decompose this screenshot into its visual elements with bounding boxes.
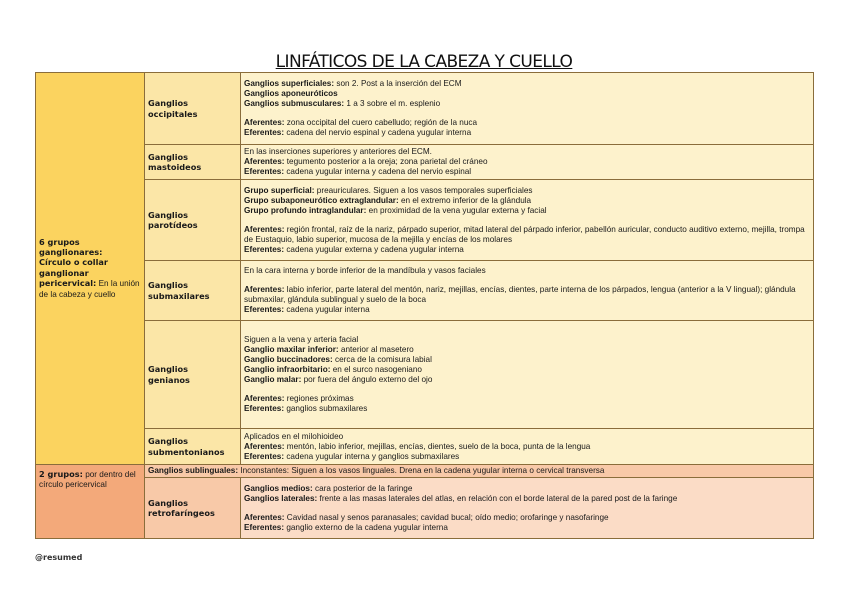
lymph-table: [35, 72, 814, 539]
table-row: [36, 429, 814, 465]
group1-bold: pericervical:: [39, 277, 97, 288]
group2-cell: [36, 465, 145, 539]
parotideos-name: Ganglios parotídeos: [145, 180, 241, 261]
retrofaringeos-desc: Ganglios medios: cara posterior de la faringe Ganglios laterales: frente a las masas laterales del atlas, en relación con el borde lateral de la pared post de la faringe Aferentes: Cavidad nasal y senos paranasales; cavidad bucal; oído medio; orofaringe y nasofaringe Eferentes: ganglio externo de la cadena yugular interna: [241, 478, 814, 539]
table-row: [36, 180, 814, 261]
submentonianos-desc: Aplicados en el milohioideo Aferentes: mentón, labio inferior, mejillas, encías, dientes, suelo de la boca, punta de la lengua Eferentes: cadena yugular interna y ganglios submaxilares: [241, 429, 814, 465]
group2-text: por dentro del círculo pericervical: [39, 470, 136, 489]
group1-line: 6 grupos: [39, 236, 80, 247]
table-row: [36, 145, 814, 180]
mastoideos-name: Ganglios mastoideos: [145, 145, 241, 180]
table-row: [36, 261, 814, 321]
table-row: [36, 321, 814, 429]
mastoideos-desc: En las inserciones superiores y anteriores del ECM. Aferentes: tegumento posterior a la oreja; zona parietal del cráneo Eferentes: cadena yugular interna y cadena del nervio espinal: [241, 145, 814, 180]
submentonianos-name: Ganglios submentonianos: [145, 429, 241, 465]
group2-bold: 2 grupos:: [39, 469, 83, 479]
genianos-name: Ganglios genianos: [145, 321, 241, 429]
footer-credit: @resumed: [35, 553, 83, 562]
table-row: [36, 465, 814, 478]
retrofaringeos-name: Ganglios retrofaríngeos: [145, 478, 241, 539]
group1-line: ganglionar: [39, 267, 89, 278]
sublinguales-cell: Ganglios sublinguales: Inconstantes: Siguen a los vasos linguales. Drena en la cadena yugular interna o cervical transversa: [145, 465, 814, 478]
table-row: [36, 73, 814, 145]
occipitales-name: Ganglios occipitales: [145, 73, 241, 145]
submaxilares-desc: En la cara interna y borde inferior de la mandíbula y vasos faciales Aferentes: labio inferior, parte lateral del mentón, nariz, mejillas, encías, dientes, parte interna de los párpados, lengua (anterior a la V lingual); glándula submaxilar, glándula sublingual y suelo de la boca Eferentes: cadena yugular interna: [241, 261, 814, 321]
submaxilares-name: Ganglios submaxilares: [145, 261, 241, 321]
group1-cell: [36, 73, 145, 465]
parotideos-desc: Grupo superficial: preauriculares. Siguen a los vasos temporales superficiales Grupo subaponeurótico extraglandular: en el extremo inferior de la glándula Grupo profundo intraglandular: en proximidad de la vena yugular externa y facial Aferentes: región frontal, raíz de la nariz, párpado superior, mitad lateral del párpado inferior, pabellón auricular, conducto auditivo externo, mejilla, trompa de Eustaquio, labio superior, mucosa de la mejilla y encías de los molares Eferentes: cadena yugular externa y cadena yugular interna: [241, 180, 814, 261]
table-row: [36, 478, 814, 539]
group1-line: ganglionares:: [39, 247, 103, 257]
genianos-desc: Siguen a la vena y arteria facial Ganglio maxilar inferior: anterior al masetero Ganglio buccinadores: cerca de la comisura labial Ganglio infraorbitario: en el surco nasogeniano Ganglio malar: por fuera del ángulo externo del ojo Aferentes: regiones próximas Eferentes: ganglios submaxilares: [241, 321, 814, 429]
occipitales-desc: Ganglios superficiales: son 2. Post a la inserción del ECM Ganglios aponeuróticos Ganglios submusculares: 1 a 3 sobre el m. esplenio Aferentes: zona occipital del cuero cabelludo; región de la nuca Eferentes: cadena del nervio espinal y cadena yugular interna: [241, 73, 814, 145]
page-title: LINFÁTICOS DE LA CABEZA Y CUELLO: [275, 52, 573, 72]
group1-text: En la unión de la cabeza y cuello: [39, 278, 140, 299]
group1-line: Círculo o collar: [39, 257, 108, 268]
